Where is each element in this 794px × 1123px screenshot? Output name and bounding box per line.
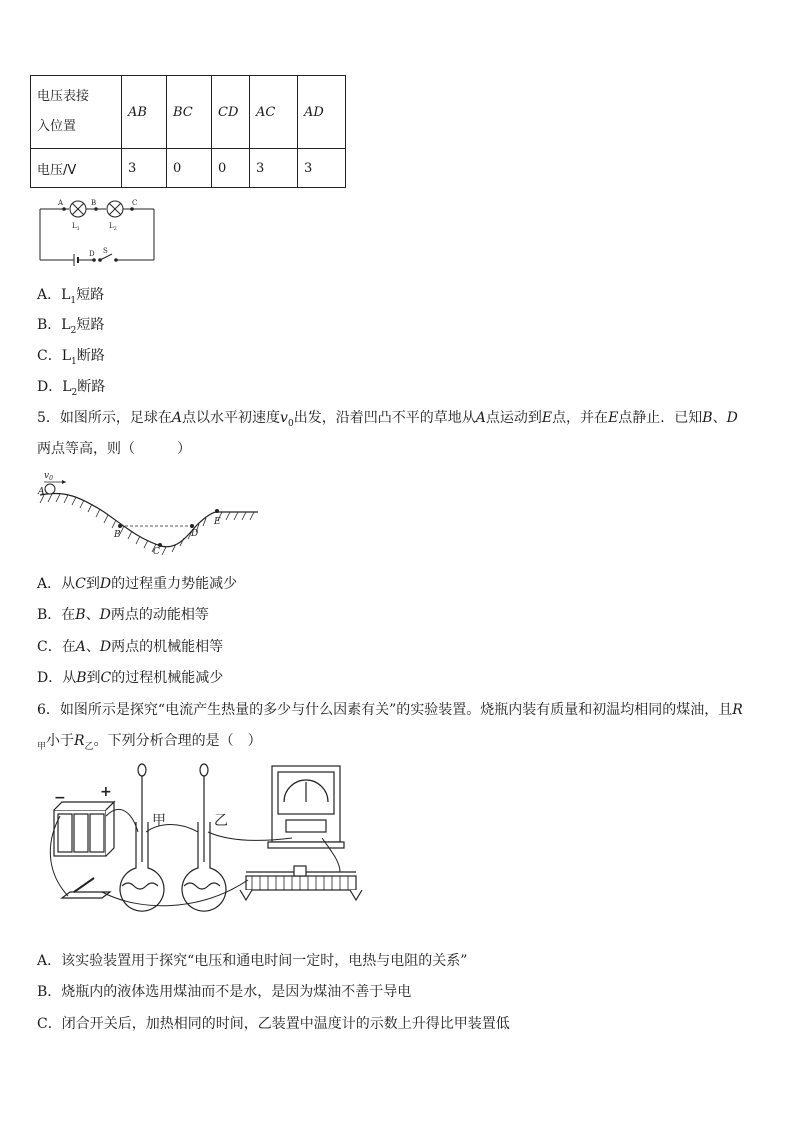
q6-stem-line1: 6．如图所示是探究“电流产生热量的多少与什么因素有关”的实验装置。烧瓶内装有质量和初温均相同的煤油，且R	[37, 702, 743, 718]
q4-option-a[interactable]: A．$L_1$短路	[37, 287, 105, 306]
voltage-table	[30, 75, 346, 188]
battery-plus-label: +	[100, 784, 112, 800]
rheostat-icon	[240, 866, 362, 900]
table-cell-position: BC	[167, 76, 212, 149]
header-label-line1: 电压表接	[37, 89, 90, 104]
q4-option-b[interactable]: B．$L_2$短路	[37, 317, 105, 336]
ammeter-icon	[268, 766, 344, 848]
q5-stem-line2: 两点等高，则（ ）	[37, 441, 191, 457]
table-row	[31, 149, 346, 188]
q6-option-a[interactable]: A．该实验装置用于探究“电压和通电时间一定时，电热与电阻的关系”	[37, 953, 468, 969]
flask-jia-label: 甲	[152, 813, 166, 829]
terrain-diagram	[36, 468, 260, 558]
q5-stem-line1: 5．如图所示，足球在A点以水平初速度$v_0$出发，沿着凹凸不平的草地从A点运动到E点，并在E点静止．已知B、D	[37, 410, 738, 429]
flask-jia-icon	[120, 764, 164, 911]
table-cell-value: 3	[298, 149, 346, 188]
point-label-c: C	[132, 199, 138, 207]
point-c-label: C	[153, 547, 160, 557]
table-cell-value: 3	[122, 149, 167, 188]
q6-stem-line2: $_甲$小于$R_乙$。下列分析合理的是（ ）	[37, 733, 262, 752]
flask-yi-icon	[182, 764, 226, 911]
lamp1-label: $L_1$	[72, 222, 80, 232]
table-cell-position: AB	[122, 76, 167, 149]
q6-option-b[interactable]: B．烧瓶内的液体选用煤油而不是水，是因为煤油不善于导电	[37, 984, 412, 1000]
table-cell-position: CD	[212, 76, 250, 149]
q5-option-d[interactable]: D．从B到C的过程机械能减少	[37, 670, 224, 686]
table-cell-position: AD	[298, 76, 346, 149]
knife-switch-icon	[62, 878, 110, 898]
point-d-label: D	[191, 529, 199, 539]
point-b-label: B	[114, 530, 121, 540]
q5-option-a[interactable]: A．从C到D的过程重力势能减少	[37, 576, 238, 592]
table-cell-position: AC	[250, 76, 298, 149]
point-label-s: S	[103, 247, 108, 255]
flask-yi-label: 乙	[214, 813, 228, 829]
q6-option-c[interactable]: C．闭合开关后，加热相同的时间，乙装置中温度计的示数上升得比甲装置低	[37, 1016, 510, 1032]
q5-option-b[interactable]: B．在B、D两点的动能相等	[37, 607, 209, 623]
table-row	[31, 76, 346, 149]
q4-option-c[interactable]: C．$L_1$断路	[37, 348, 105, 367]
velocity-arrow-icon	[62, 480, 66, 484]
q4-option-d[interactable]: D．$L_2$断路	[37, 379, 106, 398]
joule-heating-apparatus-diagram	[40, 762, 370, 930]
table-row-label: 电压/V	[31, 149, 122, 188]
table-cell-value: 0	[167, 149, 212, 188]
v0-label: $v_0$	[44, 471, 53, 482]
point-a-label: A	[38, 487, 45, 497]
battery-minus-label: −	[54, 790, 66, 806]
lamp2-label: $L_2$	[109, 222, 117, 232]
table-header-label	[31, 76, 122, 149]
point-label-a: A	[58, 199, 64, 207]
table-cell-value: 0	[212, 149, 250, 188]
table-cell-value: 3	[250, 149, 298, 188]
football-icon	[45, 484, 55, 494]
series-circuit-diagram	[36, 196, 160, 268]
q5-option-c[interactable]: C．在A、D两点的机械能相等	[37, 639, 224, 655]
battery-pack-icon	[54, 802, 114, 856]
point-label-b: B	[91, 199, 97, 207]
header-label-line2: 入位置	[37, 119, 77, 134]
point-label-d: D	[89, 250, 95, 258]
point-e-label: E	[214, 517, 221, 527]
